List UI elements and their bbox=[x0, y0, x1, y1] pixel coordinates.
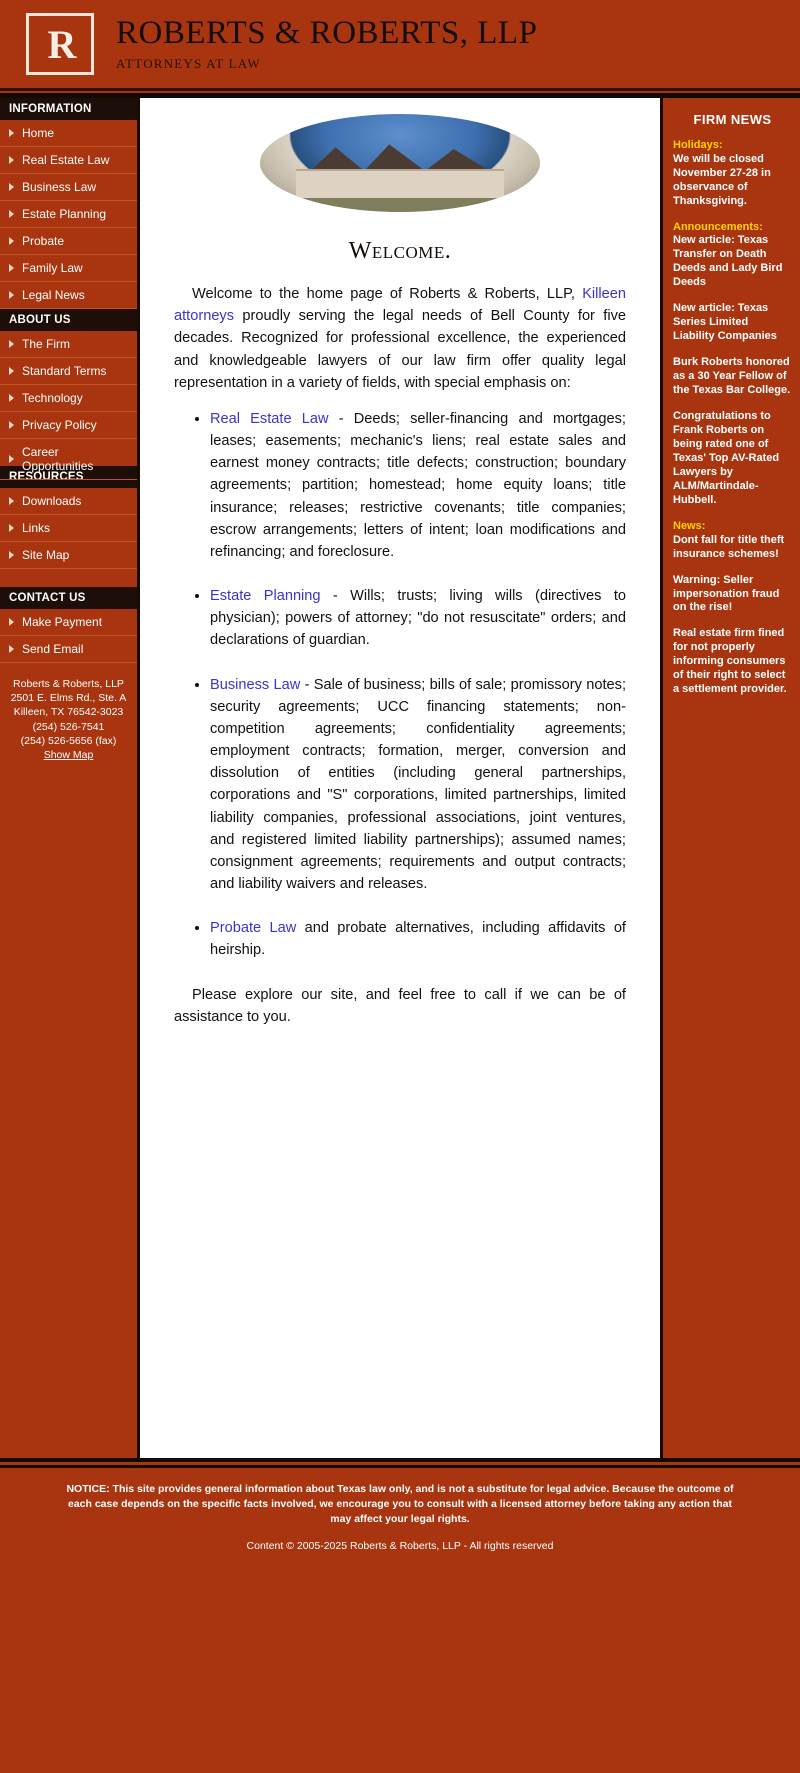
sidebar-item-family-law[interactable] bbox=[0, 255, 137, 282]
chevron-right-icon bbox=[9, 551, 14, 559]
firm-tagline: ATTORNEYS AT LAW bbox=[116, 55, 261, 71]
news-item: Warning: Seller impersonation fraud on the rise! bbox=[673, 573, 780, 614]
sidebar-item-label: Privacy Policy bbox=[22, 418, 97, 432]
legal-notice: NOTICE: This site provides general information about Texas law only, and is not a substitute for legal advice. Because the outcome of each case depends on the specific facts involved, we encourage you to consult with a licensed attorney before taking any action that may affect your legal rights. bbox=[66, 1483, 734, 1526]
show-map-link[interactable]: Show Map bbox=[43, 748, 94, 761]
sidebar bbox=[0, 98, 137, 1458]
photo-wall-shape bbox=[296, 169, 503, 198]
news-item: Real estate firm fined for not properly informing consumers of their right to select a settlement provider. bbox=[673, 627, 787, 696]
sidebar-item-label: The Firm bbox=[22, 337, 70, 351]
news-item: We will be closed November 27-28 in observance of Thanksgiving. bbox=[673, 152, 771, 207]
chevron-right-icon bbox=[9, 497, 14, 505]
chevron-right-icon bbox=[9, 210, 14, 218]
page-title: Welcome. bbox=[348, 238, 452, 264]
firm-address bbox=[0, 663, 137, 762]
intro-paragraph bbox=[174, 283, 626, 394]
header-text-block bbox=[116, 16, 537, 72]
sidebar-item-label: Send Email bbox=[22, 642, 84, 656]
chevron-right-icon bbox=[9, 367, 14, 375]
chevron-right-icon bbox=[9, 129, 14, 137]
chevron-right-icon bbox=[9, 618, 14, 626]
sidebar-item-technology[interactable] bbox=[0, 385, 137, 412]
news-item: New article: Texas Series Limited Liability Companies bbox=[673, 302, 777, 343]
address-line-3: Killeen, TX 76542-3023 bbox=[13, 706, 124, 719]
fax-number: (254) 526-5656 (fax) bbox=[20, 734, 117, 747]
business-law-link[interactable]: Business Law bbox=[210, 676, 301, 693]
sidebar-item-downloads[interactable] bbox=[0, 488, 137, 515]
list-item bbox=[210, 674, 626, 896]
sidebar-item-label: Technology bbox=[22, 391, 83, 405]
body-wrapper bbox=[0, 98, 800, 1458]
sidebar-section-information: INFORMATION bbox=[0, 98, 137, 120]
main-content bbox=[137, 98, 663, 1458]
chevron-right-icon bbox=[9, 183, 14, 191]
sidebar-section-contact: CONTACT US bbox=[0, 587, 137, 609]
killeen-attorneys-link[interactable]: Killeen attorneys bbox=[174, 286, 626, 325]
news-item: Burk Roberts honored as a 30 Year Fellow of the Texas Bar College. bbox=[673, 356, 791, 397]
chevron-right-icon bbox=[9, 524, 14, 532]
chevron-right-icon bbox=[9, 156, 14, 164]
sidebar-item-label: Make Payment bbox=[22, 615, 103, 629]
sidebar-item-label: Family Law bbox=[22, 261, 83, 275]
sidebar-item-label: Site Map bbox=[22, 548, 70, 562]
sidebar-item-label: Legal News bbox=[22, 288, 85, 302]
list-item bbox=[210, 408, 626, 563]
chevron-right-icon bbox=[9, 340, 14, 348]
address-line-1: Roberts & Roberts, LLP bbox=[13, 678, 124, 690]
list-item-text: - Deeds; seller-financing and mortgages; leases; easements; mechanic's liens; real estate sales and earnest money contracts; title defects; construction; boundary agreements; partition; homestead; home equity loans; title insurance; releases; restrictive covenants; title companies; escrow arrangements; letters of intent; loan modifications and refinancing; and foreclosure. bbox=[210, 410, 626, 560]
chevron-right-icon bbox=[9, 645, 14, 653]
intro-text-1: Welcome to the home page of Roberts & Roberts, LLP, bbox=[192, 286, 583, 302]
news-item: Congratulations to Frank Roberts on being rated one of Texas' Top AV-Rated Lawyers by ALM/Martindale-Hubbell. bbox=[673, 410, 780, 506]
sidebar-item-label: Links bbox=[22, 521, 51, 535]
sidebar-item-probate[interactable] bbox=[0, 228, 137, 255]
sidebar-item-links[interactable] bbox=[0, 515, 137, 542]
sidebar-section-resources: RESOURCES bbox=[0, 466, 137, 488]
chevron-right-icon bbox=[9, 394, 14, 402]
sidebar-item-label: Business Law bbox=[22, 180, 97, 194]
real-estate-law-link[interactable]: Real Estate Law bbox=[210, 410, 329, 427]
intro-text-2: proudly serving the legal needs of Bell County for five decades. Recognized for professional excellence, the experienced and knowledgeable lawyers of our law firm offer quality legal representation in a variety of fields, with special emphasis on: bbox=[174, 308, 626, 391]
photo-roof-shape bbox=[310, 141, 489, 170]
sidebar-item-label: Career Opportunities bbox=[22, 445, 94, 473]
sidebar-item-business-law[interactable] bbox=[0, 174, 137, 201]
news-label: Holidays: bbox=[673, 139, 723, 151]
photo-lawn-shape bbox=[260, 198, 540, 212]
chevron-right-icon bbox=[9, 291, 14, 299]
sidebar-item-home[interactable] bbox=[0, 120, 137, 147]
firm-name: ROBERTS & ROBERTS, LLP bbox=[116, 15, 538, 52]
office-building-photo bbox=[260, 114, 540, 212]
estate-planning-link[interactable]: Estate Planning bbox=[210, 588, 321, 605]
closing-paragraph: Please explore our site, and feel free to call if we can be of assistance to you. bbox=[174, 986, 626, 1025]
address-line-2: 2501 E. Elms Rd., Ste. A bbox=[10, 692, 127, 705]
sidebar-item-label: Standard Terms bbox=[22, 364, 107, 378]
sidebar-item-label: Probate bbox=[22, 234, 65, 248]
sidebar-item-privacy-policy[interactable] bbox=[0, 412, 137, 439]
site-footer bbox=[0, 1468, 800, 1568]
site-header bbox=[0, 0, 800, 88]
sidebar-item-legal-news[interactable] bbox=[0, 282, 137, 309]
chevron-right-icon bbox=[9, 421, 14, 429]
list-item-text: and probate alternatives, including affidavits of heirship. bbox=[210, 920, 626, 959]
copyright-text: Content © 2005-2025 Roberts & Roberts, LLP - All rights reserved bbox=[246, 1539, 554, 1552]
firm-news-panel bbox=[663, 98, 800, 1458]
probate-law-link[interactable]: Probate Law bbox=[210, 920, 297, 937]
list-item-text: - Wills; trusts; living wills (directives to physician); powers of attorney; "do not resuscitate" orders; and declarations of guardian. bbox=[210, 588, 626, 649]
list-item bbox=[210, 585, 626, 652]
sidebar-item-label: Real Estate Law bbox=[22, 153, 110, 167]
logo-letter: R bbox=[47, 21, 73, 67]
firm-logo bbox=[26, 13, 94, 75]
list-item bbox=[210, 917, 626, 961]
chevron-right-icon bbox=[9, 455, 14, 463]
sidebar-item-real-estate-law[interactable] bbox=[0, 147, 137, 174]
list-item-text: - Sale of business; bills of sale; promissory notes; security agreements; UCC financing statements; non-competition agreements; confidentiality agreements; employment contracts; formation, merger, conversion and dissolution of entities (including general partnerships, corporations and "S" corporations, limited partnerships, limited liability companies, professional associations, joint ventures, and registered limited liability partnerships); assumed names; consignment agreements; requirements and output contracts; and liability waivers and releases. bbox=[210, 676, 626, 893]
sidebar-item-make-payment[interactable] bbox=[0, 609, 137, 636]
sidebar-section-about: ABOUT US bbox=[0, 309, 137, 331]
phone-number: (254) 526-7541 bbox=[32, 720, 105, 733]
news-item: New article: Texas Transfer on Death Deeds and Lady Bird Deeds bbox=[673, 234, 783, 289]
sidebar-item-send-email[interactable] bbox=[0, 636, 137, 663]
sidebar-item-label: Estate Planning bbox=[22, 207, 107, 221]
news-label: Announcements: bbox=[673, 220, 763, 233]
news-label: News: bbox=[673, 519, 706, 532]
sidebar-item-label: Downloads bbox=[22, 494, 82, 508]
chevron-right-icon bbox=[9, 264, 14, 272]
sidebar-item-estate-planning[interactable] bbox=[0, 201, 137, 228]
sidebar-item-the-firm[interactable] bbox=[0, 331, 137, 358]
sidebar-item-site-map[interactable] bbox=[0, 542, 137, 569]
firm-news-title: FIRM NEWS bbox=[693, 112, 772, 127]
news-item: Dont fall for title theft insurance schemes! bbox=[673, 533, 785, 560]
chevron-right-icon bbox=[9, 237, 14, 245]
sidebar-item-label: Home bbox=[22, 126, 55, 140]
sidebar-item-career-opportunities[interactable] bbox=[0, 439, 137, 480]
practice-area-list bbox=[174, 408, 626, 962]
sidebar-spacer bbox=[0, 569, 137, 587]
sidebar-item-standard-terms[interactable] bbox=[0, 358, 137, 385]
